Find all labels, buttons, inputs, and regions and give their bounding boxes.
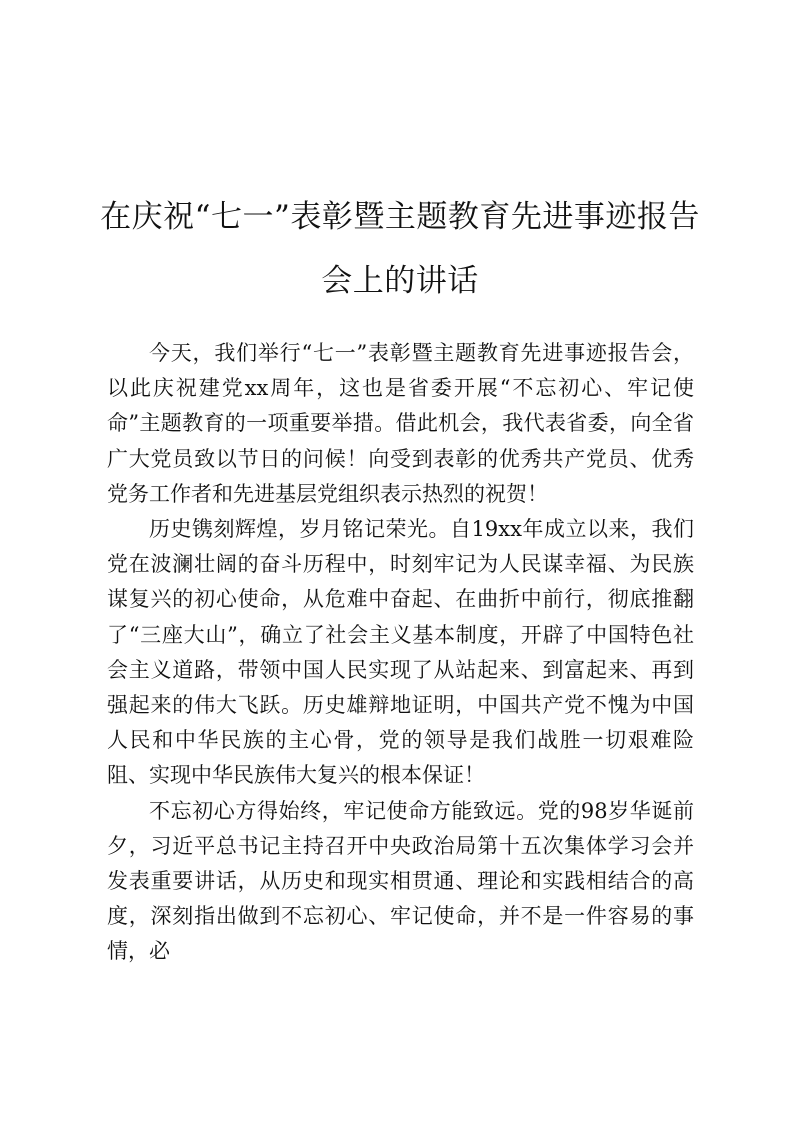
paragraph-3: 不忘初心方得始终，牢记使命方能致远。党的98岁华诞前夕，习近平总书记主持召开中央政治局第十五次集体学习会并发表重要讲话，从历史和现实相贯通、理论和实践相结合的高度，深刻指出做到不忘初心、牢记使命，并不是一件容易的事情，必 — [107, 798, 694, 964]
document-body — [107, 336, 694, 970]
paragraph-1: 今天，我们举行“七一”表彰暨主题教育先进事迹报告会，以此庆祝建党xx周年，这也是省委开展“不忘初心、牢记使命”主题教育的一项重要举措。借此机会，我代表省委，向全省广大党员致以节日的问候！向受到表彰的优秀共产党员、优秀党务工作者和先进基层党组织表示热烈的祝贺！ — [107, 341, 694, 506]
paragraph-2: 历史镌刻辉煌，岁月铭记荣光。自19xx年成立以来，我们党在波澜壮阔的奋斗历程中，时刻牢记为人民谋幸福、为民族谋复兴的初心使命，从危难中奋起、在曲折中前行，彻底推翻了“三座大山”，确立了社会主义基本制度，开辟了中国特色社会主义道路，带领中国人民实现了从站起来、到富起来、再到强起来的伟大飞跃。历史雄辩地证明，中国共产党不愧为中国人民和中华民族的主心骨，党的领导是我们战胜一切艰难险阻、实现中华民族伟大复兴的根本保证！ — [107, 517, 694, 788]
document-title: 在庆祝“七一”表彰暨主题教育先进事迹报告会上的讲话 — [100, 199, 700, 299]
